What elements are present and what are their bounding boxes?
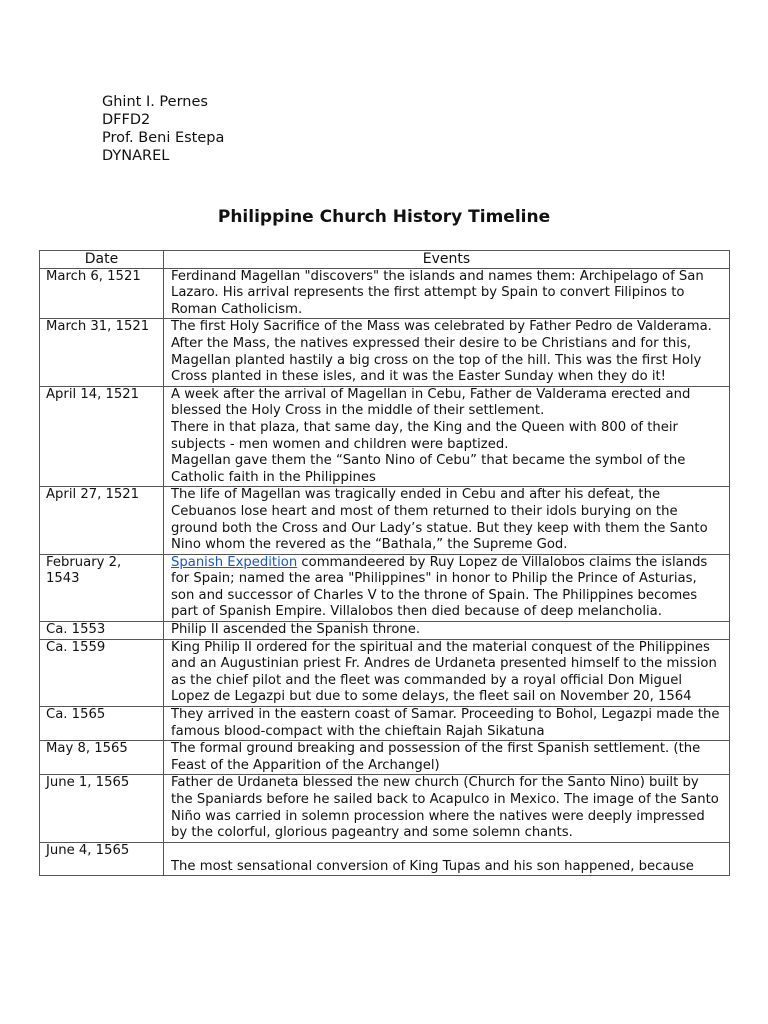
author-info xyxy=(102,93,224,165)
table-header-row xyxy=(40,251,730,269)
table-row xyxy=(40,554,730,621)
event-paragraph: A week after the arrival of Magellan in Cebu, Father de Valderama erected and blessed the Holy Cross in the middle of their settlement. xyxy=(171,386,691,419)
table-row xyxy=(40,639,730,706)
event-paragraph: There in that plaza, that same day, the King and the Queen with 800 of their subjects - men women and children were baptized. xyxy=(171,419,678,452)
row-date: February 2, 1543 xyxy=(40,554,164,621)
row-date: April 14, 1521 xyxy=(40,386,164,487)
event-text: commandeered by Ruy Lopez de Villalobos claims the islands for Spain; named the area "Philippines" in honor to Philip the Prince of Asturias, son and successor of Charles V to the throne of Spain. The Philippines becomes part of Spanish Empire. Villalobos then died because of deep melancholia. xyxy=(171,554,708,620)
column-header-events: Events xyxy=(164,251,730,269)
row-event: They arrived in the eastern coast of Samar. Proceeding to Bohol, Legazpi made the famous blood-compact with the chieftain Rajah Sikatuna xyxy=(164,707,730,741)
row-event: Ferdinand Magellan "discovers" the islands and names them: Archipelago of San Lazaro. His arrival represents the first attempt by Spain to convert Filipinos to Roman Catholicism. xyxy=(164,268,730,319)
row-event: The life of Magellan was tragically ended in Cebu and after his defeat, the Cebuanos lose heart and most of them returned to their idols burying on the ground both the Cross and Our Lady’s statue. But they keep with them the Santo Nino whom the revered as the “Bathala,” the Supreme God. xyxy=(164,487,730,554)
row-event xyxy=(164,554,730,621)
row-event: Philip II ascended the Spanish throne. xyxy=(164,622,730,640)
row-date: June 4, 1565 xyxy=(40,842,164,876)
row-date: March 6, 1521 xyxy=(40,268,164,319)
row-date: June 1, 1565 xyxy=(40,775,164,842)
table-row xyxy=(40,775,730,842)
table-row xyxy=(40,707,730,741)
table-row xyxy=(40,487,730,554)
row-event: Father de Urdaneta blessed the new church (Church for the Santo Nino) built by the Spaniards before he sailed back to Acapulco in Mexico. The image of the Santo Niño was carried in solemn procession where the natives were deeply impressed by the colorful, glorious pageantry and some solemn chants. xyxy=(164,775,730,842)
course-code: DYNAREL xyxy=(102,148,170,164)
row-event xyxy=(164,386,730,487)
author-name: Ghint I. Pernes xyxy=(102,94,208,110)
professor-name: Prof. Beni Estepa xyxy=(102,130,225,146)
spacer xyxy=(171,843,723,859)
row-date: Ca. 1559 xyxy=(40,639,164,706)
row-date: Ca. 1553 xyxy=(40,622,164,640)
row-event xyxy=(164,842,730,876)
spanish-expedition-link[interactable]: Spanish Expedition xyxy=(171,554,298,570)
column-header-date: Date xyxy=(40,251,164,269)
section-code: DFFD2 xyxy=(102,112,151,128)
document-title: Philippine Church History Timeline xyxy=(217,207,551,227)
timeline-table xyxy=(39,250,730,876)
row-date: May 8, 1565 xyxy=(40,741,164,775)
row-date: April 27, 1521 xyxy=(40,487,164,554)
table-row xyxy=(40,319,730,386)
table-row xyxy=(40,268,730,319)
event-text: The most sensational conversion of King Tupas and his son happened, because xyxy=(171,858,694,874)
row-event: King Philip II ordered for the spiritual and the material conquest of the Philippines and an Augustinian priest Fr. Andres de Urdaneta presented himself to the mission as the chief pilot and the fleet was commanded by a royal official Don Miguel Lopez de Legazpi but due to some delays, the fleet sail on November 20, 1564 xyxy=(164,639,730,706)
row-event: The formal ground breaking and possession of the first Spanish settlement. (the Feast of the Apparition of the Archangel) xyxy=(164,741,730,775)
event-paragraph: Magellan gave them the “Santo Nino of Cebu” that became the symbol of the Catholic faith in the Philippines xyxy=(171,453,686,485)
table-row xyxy=(40,842,730,876)
table-row xyxy=(40,386,730,487)
row-date: Ca. 1565 xyxy=(40,707,164,741)
table-row xyxy=(40,741,730,775)
table-row xyxy=(40,622,730,640)
row-event: The first Holy Sacrifice of the Mass was celebrated by Father Pedro de Valderama. After the Mass, the natives expressed their desire to be Christians and for this, Magellan planted hastily a big cross on the top of the hill. This was the first Holy Cross planted in these isles, and it was the Easter Sunday when they do it! xyxy=(164,319,730,386)
row-date: March 31, 1521 xyxy=(40,319,164,386)
